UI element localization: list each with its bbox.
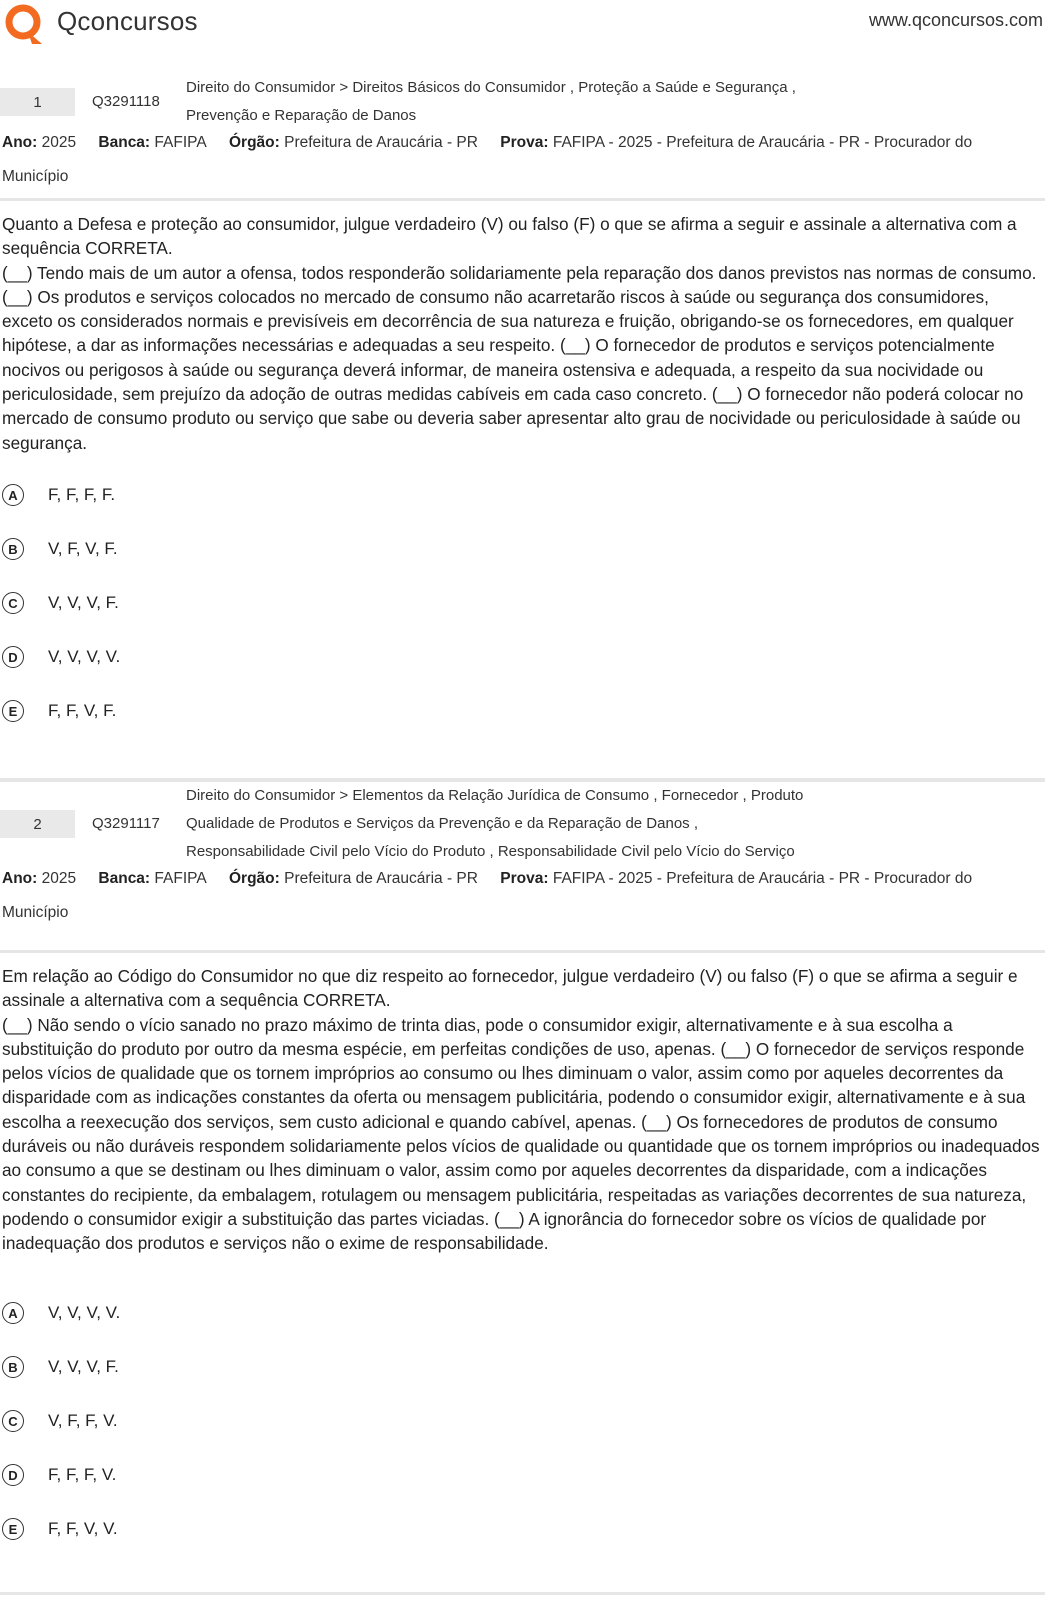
- prova-label: Prova:: [500, 134, 549, 151]
- option-c[interactable]: [0, 592, 600, 646]
- subject-line[interactable]: Qualidade de Produtos e Serviços da Prevenção e da Reparação de Danos ,: [186, 815, 698, 832]
- separator: [0, 198, 1045, 201]
- statement-intro: Em relação ao Código do Consumidor no que diz respeito ao fornecedor, julgue verdadeiro (V) ou falso (F) o que se afirma a seguir e assinale a alternativa com a sequência CORRETA.: [2, 966, 1018, 1011]
- option-text[interactable]: V, V, V, F.: [48, 593, 119, 612]
- subject-line[interactable]: Direito do Consumidor > Direitos Básicos do Consumidor , Proteção a Saúde e Segurança ,: [186, 79, 796, 96]
- question-id[interactable]: Q3291118: [92, 93, 160, 110]
- option-letter-icon[interactable]: C: [2, 592, 24, 614]
- option-text[interactable]: F, F, V, V.: [48, 1519, 118, 1538]
- option-d[interactable]: [0, 1464, 600, 1518]
- question-number: 2: [0, 810, 75, 838]
- option-a[interactable]: [0, 484, 600, 538]
- orgao-value: Prefeitura de Araucária - PR: [284, 870, 478, 887]
- question-subject: [186, 782, 1036, 866]
- option-text[interactable]: V, V, V, V.: [48, 1303, 121, 1322]
- qconcursos-logo-icon[interactable]: [2, 2, 46, 46]
- subject-line[interactable]: Prevenção e Reparação de Danos: [186, 107, 417, 124]
- banca-label: Banca:: [98, 870, 151, 887]
- statement-intro: Quanto a Defesa e proteção ao consumidor, julgue verdadeiro (V) ou falso (F) o que se afirma a seguir e assinale a alternativa com a sequência CORRETA.: [2, 214, 1017, 259]
- option-text[interactable]: F, F, V, F.: [48, 701, 117, 720]
- prova-label: Prova:: [500, 870, 549, 887]
- question-subject: [186, 74, 1036, 130]
- option-b[interactable]: [0, 1356, 600, 1410]
- option-e[interactable]: [0, 700, 600, 754]
- option-letter-icon[interactable]: C: [2, 1410, 24, 1432]
- option-letter-icon[interactable]: A: [2, 1302, 24, 1324]
- options-list: [0, 1302, 600, 1572]
- orgao-value: Prefeitura de Araucária - PR: [284, 134, 478, 151]
- ano-label: Ano:: [2, 870, 38, 887]
- question-number: 1: [0, 88, 75, 116]
- orgao-label: Órgão:: [228, 870, 280, 887]
- prova-value: FAFIPA - 2025 - Prefeitura de Araucária - PR - Procurador do Município: [2, 134, 973, 185]
- bottom-separator: [0, 1592, 1045, 1595]
- option-text[interactable]: V, V, V, F.: [48, 1357, 119, 1376]
- option-c[interactable]: [0, 1410, 600, 1464]
- question-info: [2, 126, 1042, 194]
- question-info: [2, 862, 1042, 930]
- orgao-label: Órgão:: [228, 134, 280, 151]
- option-letter-icon[interactable]: D: [2, 1464, 24, 1486]
- question-id[interactable]: Q3291117: [92, 815, 160, 832]
- banca-value: FAFIPA: [154, 134, 207, 151]
- question-statement: [2, 212, 1042, 455]
- option-letter-icon[interactable]: A: [2, 484, 24, 506]
- ano-value: 2025: [41, 870, 77, 887]
- question-statement: [2, 964, 1042, 1256]
- option-letter-icon[interactable]: B: [2, 538, 24, 560]
- separator: [0, 950, 1045, 953]
- option-a[interactable]: [0, 1302, 600, 1356]
- option-letter-icon[interactable]: E: [2, 700, 24, 722]
- subject-line[interactable]: Direito do Consumidor > Elementos da Relação Jurídica de Consumo , Fornecedor , Produto: [186, 787, 804, 804]
- site-url[interactable]: www.qconcursos.com: [868, 10, 1043, 30]
- option-letter-icon[interactable]: B: [2, 1356, 24, 1378]
- option-letter-icon[interactable]: D: [2, 646, 24, 668]
- statement-body: (__) Tendo mais de um autor a ofensa, todos responderão solidariamente pela reparação dos danos previstos nas normas de consumo. (__) Os produtos e serviços colocados no mercado de consumo não acarretarão riscos à saúde ou segurança dos consumidores, exceto os considerados normais e previsíveis em decorrência de sua natureza e fruição, obrigando-se os fornecedores, em qualquer hipótese, a dar as informações necessárias e adequadas a seu respeito. (__) O fornecedor de produtos e serviços potencialmente nocivos ou perigosos à saúde ou segurança deverá informar, de maneira ostensiva e adequada, a respeito da sua nocividade ou periculosidade, sem prejuízo da adoção de outras medidas cabíveis em cada caso concreto. (__) O fornecedor não poderá colocar no mercado de consumo produto ou serviço que sabe ou deveria saber apresentar alto grau de nocividade ou periculosidade à saúde ou segurança.: [2, 262, 1037, 453]
- ano-label: Ano:: [2, 134, 38, 151]
- option-text[interactable]: V, F, F, V.: [48, 1411, 118, 1430]
- banca-value: FAFIPA: [154, 870, 207, 887]
- option-text[interactable]: V, V, V, V.: [48, 647, 121, 666]
- option-text[interactable]: F, F, F, V.: [48, 1465, 117, 1484]
- option-b[interactable]: [0, 538, 600, 592]
- prova-value: FAFIPA - 2025 - Prefeitura de Araucária - PR - Procurador do Município: [2, 870, 973, 921]
- option-letter-icon[interactable]: E: [2, 1518, 24, 1540]
- statement-body: (__) Não sendo o vício sanado no prazo máximo de trinta dias, pode o consumidor exigir, alternativamente e à sua escolha a substituição do produto por outro da mesma espécie, em perfeitas condições de uso, apenas. (__) O fornecedor de serviços responde pelos vícios de qualidade que os tornem impróprios ao consumo ou lhes diminuam o valor, assim como por aqueles decorrentes da disparidade com as indicações constantes da oferta ou mensagem publicitária, podendo o consumidor exigir, alternativamente e à sua escolha a reexecução dos serviços, sem custo adicional e quando cabível, apenas. (__) Os fornecedores de produtos de consumo duráveis ou não duráveis respondem solidariamente pelos vícios de qualidade ou quantidade que os tornem impróprios ou inadequados ao consumo a que se destinam ou lhes diminuam o valor, assim como por aqueles decorrentes da disparidade, com a indicações constantes do recipiente, da embalagem, rotulagem ou mensagem publicitária, respeitadas as variações decorrentes de sua natureza, podendo o consumidor exigir a substituição das partes viciadas. (__) A ignorância do fornecedor sobre os vícios de qualidade por inadequação dos produtos e serviços não o exime de responsabilidade.: [2, 1014, 1040, 1254]
- option-d[interactable]: [0, 646, 600, 700]
- header: [0, 0, 1045, 50]
- options-list: [0, 484, 600, 754]
- logo-text[interactable]: Qconcursos: [57, 6, 198, 36]
- question-2: [0, 778, 1045, 1538]
- ano-value: 2025: [41, 134, 77, 151]
- banca-label: Banca:: [98, 134, 151, 151]
- option-text[interactable]: F, F, F, F.: [48, 485, 116, 504]
- option-e[interactable]: [0, 1518, 600, 1572]
- subject-line[interactable]: Responsabilidade Civil pelo Vício do Produto , Responsabilidade Civil pelo Vício do Serviço: [186, 843, 795, 860]
- option-text[interactable]: V, F, V, F.: [48, 539, 118, 558]
